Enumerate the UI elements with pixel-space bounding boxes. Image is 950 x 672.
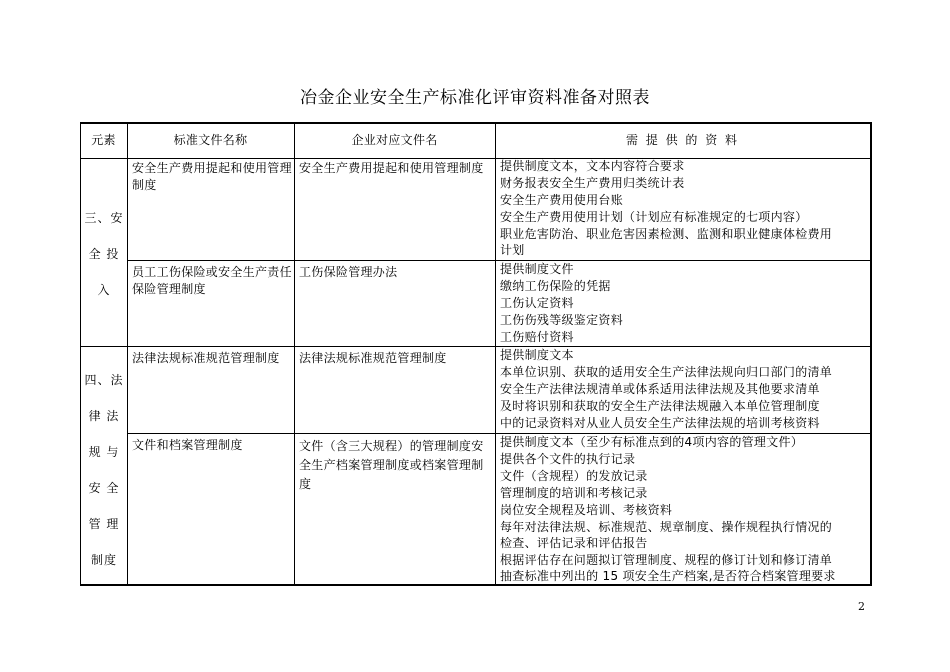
material-line: 提供各个文件的执行记录 — [500, 452, 636, 466]
material-line: 管理制度的培训和考核记录 — [500, 486, 648, 500]
material-line: 职业危害防治、职业危害因素检测、监测和职业健康体检费用 — [500, 227, 833, 241]
material-line: 提供制度文本（至少有标准点到的4项内容的管理文件） — [500, 435, 804, 449]
material-line: 工伤认定资料 — [500, 296, 574, 310]
column-divider — [294, 122, 295, 586]
material-line: 缴纳工伤保险的凭据 — [500, 279, 611, 293]
column-divider — [127, 122, 128, 586]
material-line: 安全生产费用使用计划（计划应有标准规定的七项内容） — [500, 210, 808, 224]
header-bottom-border — [80, 158, 872, 159]
material-line: 根据评估存在问题拟订管理制度、规程的修订计划和修订清单 — [500, 553, 833, 567]
standard-doc-cell: 员工工伤保险或安全生产责任保险管理制度 — [132, 265, 292, 296]
material-line: 岗位安全规程及培训、考核资料 — [500, 503, 673, 517]
header-materials: 需 提 供 的 资 料 — [625, 133, 740, 147]
header-company-doc: 企业对应文件名 — [351, 133, 438, 147]
company-doc-cell: 工伤保险管理办法 — [299, 265, 398, 279]
standard-doc-cell: 法律法规标准规范管理制度 — [132, 351, 280, 365]
column-divider — [495, 122, 496, 586]
standard-doc-cell: 文件和档案管理制度 — [132, 438, 243, 452]
table-left-border — [80, 122, 81, 586]
material-line: 计划 — [500, 243, 525, 257]
company-doc-cell: 法律法规标准规范管理制度 — [299, 351, 447, 365]
material-line: 提供制度文本 — [500, 348, 574, 362]
material-line: 每年对法律法规、标准规范、规章制度、操作规程执行情况的 — [500, 520, 833, 534]
material-line: 安全生产费用使用台账 — [500, 193, 624, 207]
header-standard-doc: 标准文件名称 — [173, 133, 248, 147]
company-doc-cell: 文件（含三大规程）的管理制度安全生产档案管理制度或档案管理制度 — [299, 439, 484, 491]
material-line: 本单位识别、获取的适用安全生产法律法规向归口部门的清单 — [500, 365, 833, 379]
element-cell: 四、法 律 法 规 与 安 全 管 理 制度 — [84, 373, 124, 567]
table-top-border — [80, 122, 872, 124]
company-doc-cell: 安全生产费用提起和使用管理制度 — [299, 161, 484, 175]
material-line: 财务报表安全生产费用归类统计表 — [500, 176, 685, 190]
material-line: 工伤赔付资料 — [500, 330, 574, 344]
table-right-border — [870, 122, 872, 586]
header-element: 元素 — [91, 133, 116, 147]
material-line: 及时将识别和获取的安全生产法律法规融入本单位管理制度 — [500, 399, 820, 413]
material-line: 提供制度文本，文本内容符合要求 — [500, 159, 685, 173]
material-line: 提供制度文件 — [500, 262, 574, 276]
material-line: 中的记录资料对从业人员安全生产法律法规的培训考核资料 — [500, 416, 820, 430]
document-title: 冶金企业安全生产标准化评审资料准备对照表 — [300, 88, 650, 108]
reference-table — [80, 122, 872, 586]
section-divider — [80, 346, 872, 347]
material-line: 工伤伤残等级鉴定资料 — [500, 313, 624, 327]
material-line: 安全生产法律法规清单或体系适用法律法规及其他要求清单 — [500, 382, 820, 396]
material-line: 抽查标准中列出的 15 项安全生产档案,是否符合档案管理要求 — [500, 569, 836, 583]
page-number: 2 — [858, 600, 865, 613]
standard-doc-cell: 安全生产费用提起和使用管理制度 — [132, 161, 292, 192]
material-line: 检查、评估记录和评估报告 — [500, 536, 648, 550]
element-cell: 三、安全 投入 — [84, 211, 124, 297]
material-line: 文件（含规程）的发放记录 — [500, 469, 648, 483]
